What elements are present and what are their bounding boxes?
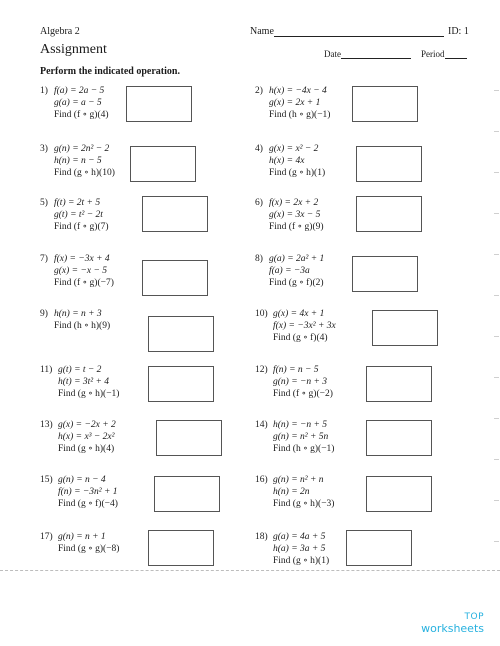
answer-box-3[interactable] [130, 146, 196, 182]
answer-box-1[interactable] [126, 86, 192, 122]
page-fold-line [0, 570, 500, 571]
answer-box-17[interactable] [148, 530, 214, 566]
name-label: Name [250, 26, 274, 37]
problem-find: Find (g ∘ h)(1) [273, 556, 330, 566]
problem-find: Find (g ∘ g)(−8) [58, 544, 120, 554]
watermark-logo [421, 612, 484, 634]
instructions: Perform the indicated operation. [40, 66, 180, 77]
problem-line: g(a) = 2a² + 1 [269, 254, 325, 264]
answer-box-5[interactable] [142, 196, 208, 232]
problem-line: g(x) = 4x + 1 [273, 309, 325, 319]
scan-edge-marks [494, 90, 500, 610]
problem-line: g(n) = n − 4 [58, 475, 106, 485]
problem-line: h(x) = −4x − 4 [269, 86, 327, 96]
problem-number: 7) [40, 254, 48, 264]
problem-number: 9) [40, 309, 48, 319]
problem-line: g(x) = x² − 2 [269, 144, 319, 154]
problem-find: Find (h ∘ g)(−1) [273, 444, 335, 454]
answer-box-4[interactable] [356, 146, 422, 182]
answer-box-15[interactable] [154, 476, 220, 512]
name-underline [274, 26, 444, 37]
date-period-fields[interactable] [324, 48, 467, 59]
problem-number: 11) [40, 365, 53, 375]
problem-number: 6) [255, 198, 263, 208]
problem-find: Find (f ∘ g)(9) [269, 222, 324, 232]
problem-number: 13) [40, 420, 53, 430]
problem-number: 1) [40, 86, 48, 96]
problem-number: 2) [255, 86, 263, 96]
problem-number: 3) [40, 144, 48, 154]
answer-box-10[interactable] [372, 310, 438, 346]
problem-line: g(n) = n² + 5n [273, 432, 329, 442]
problem-line: g(x) = 2x + 1 [269, 98, 321, 108]
problem-find: Find (g ∘ f)(−4) [58, 499, 118, 509]
date-label: Date [324, 49, 341, 59]
answer-box-9[interactable] [148, 316, 214, 352]
problem-line: g(n) = n² + n [273, 475, 324, 485]
problem-number: 16) [255, 475, 268, 485]
problem-line: f(a) = 2a − 5 [54, 86, 105, 96]
watermark-worksheets: worksheets [421, 622, 484, 635]
problem-find: Find (g ∘ h)(1) [269, 168, 326, 178]
problem-line: g(a) = a − 5 [54, 98, 102, 108]
problem-line: h(n) = n + 3 [54, 309, 102, 319]
problem-line: g(x) = −2x + 2 [58, 420, 116, 430]
name-field[interactable] [250, 26, 444, 37]
problem-number: 15) [40, 475, 53, 485]
answer-box-7[interactable] [142, 260, 208, 296]
problem-line: f(n) = n − 5 [273, 365, 319, 375]
problem-line: h(x) = x³ − 2x² [58, 432, 115, 442]
problem-find: Find (f ∘ g)(−7) [54, 278, 114, 288]
answer-box-12[interactable] [366, 366, 432, 402]
problem-line: f(n) = −3n² + 1 [58, 487, 118, 497]
problem-line: g(t) = t² − 2t [54, 210, 103, 220]
problem-line: h(a) = 3a + 5 [273, 544, 326, 554]
problem-find: Find (f ∘ g)(−2) [273, 389, 333, 399]
problem-line: h(t) = 3t² + 4 [58, 377, 110, 387]
problem-line: f(t) = 2t + 5 [54, 198, 101, 208]
problem-line: g(n) = −n + 3 [273, 377, 328, 387]
problem-find: Find (g ∘ h)(4) [58, 444, 115, 454]
problem-line: h(x) = 4x [269, 156, 305, 166]
problem-find: Find (h ∘ h)(9) [54, 321, 111, 331]
problem-line: h(n) = 2n [273, 487, 310, 497]
problem-line: h(n) = n − 5 [54, 156, 102, 166]
problem-line: g(x) = −x − 5 [54, 266, 107, 276]
problem-find: Find (g ∘ f)(4) [273, 333, 328, 343]
problem-number: 18) [255, 532, 268, 542]
problem-line: h(n) = −n + 5 [273, 420, 328, 430]
answer-box-11[interactable] [148, 366, 214, 402]
problem-find: Find (g ∘ h)(−3) [273, 499, 335, 509]
problem-line: f(x) = −3x² + 3x [273, 321, 336, 331]
problem-number: 4) [255, 144, 263, 154]
problem-number: 8) [255, 254, 263, 264]
problem-find: Find (g ∘ h)(−1) [58, 389, 120, 399]
problem-find: Find (h ∘ g)(−1) [269, 110, 331, 120]
period-label: Period [421, 49, 445, 59]
answer-box-13[interactable] [156, 420, 222, 456]
period-underline [445, 48, 467, 59]
problem-line: g(n) = 2n² − 2 [54, 144, 110, 154]
course-label: Algebra 2 [40, 26, 80, 37]
problem-line: f(x) = 2x + 2 [269, 198, 319, 208]
problem-number: 10) [255, 309, 268, 319]
problem-find: Find (f ∘ g)(4) [54, 110, 109, 120]
problem-find: Find (g ∘ f)(2) [269, 278, 324, 288]
problem-line: g(t) = t − 2 [58, 365, 102, 375]
problem-line: g(x) = 3x − 5 [269, 210, 321, 220]
answer-box-18[interactable] [346, 530, 412, 566]
answer-box-14[interactable] [366, 420, 432, 456]
problem-line: g(n) = n + 1 [58, 532, 106, 542]
problem-number: 17) [40, 532, 53, 542]
id-label: ID: 1 [448, 26, 469, 37]
problem-find: Find (f ∘ g)(7) [54, 222, 109, 232]
problem-find: Find (g ∘ h)(10) [54, 168, 115, 178]
problem-line: f(x) = −3x + 4 [54, 254, 110, 264]
date-underline [341, 48, 411, 59]
problem-number: 14) [255, 420, 268, 430]
answer-box-8[interactable] [352, 256, 418, 292]
answer-box-6[interactable] [356, 196, 422, 232]
problem-line: f(a) = −3a [269, 266, 310, 276]
problem-number: 5) [40, 198, 48, 208]
page-title: Assignment [40, 42, 107, 57]
answer-box-2[interactable] [352, 86, 418, 122]
watermark-top: TOP [464, 612, 484, 622]
problem-line: g(a) = 4a + 5 [273, 532, 326, 542]
problem-number: 12) [255, 365, 268, 375]
answer-box-16[interactable] [366, 476, 432, 512]
